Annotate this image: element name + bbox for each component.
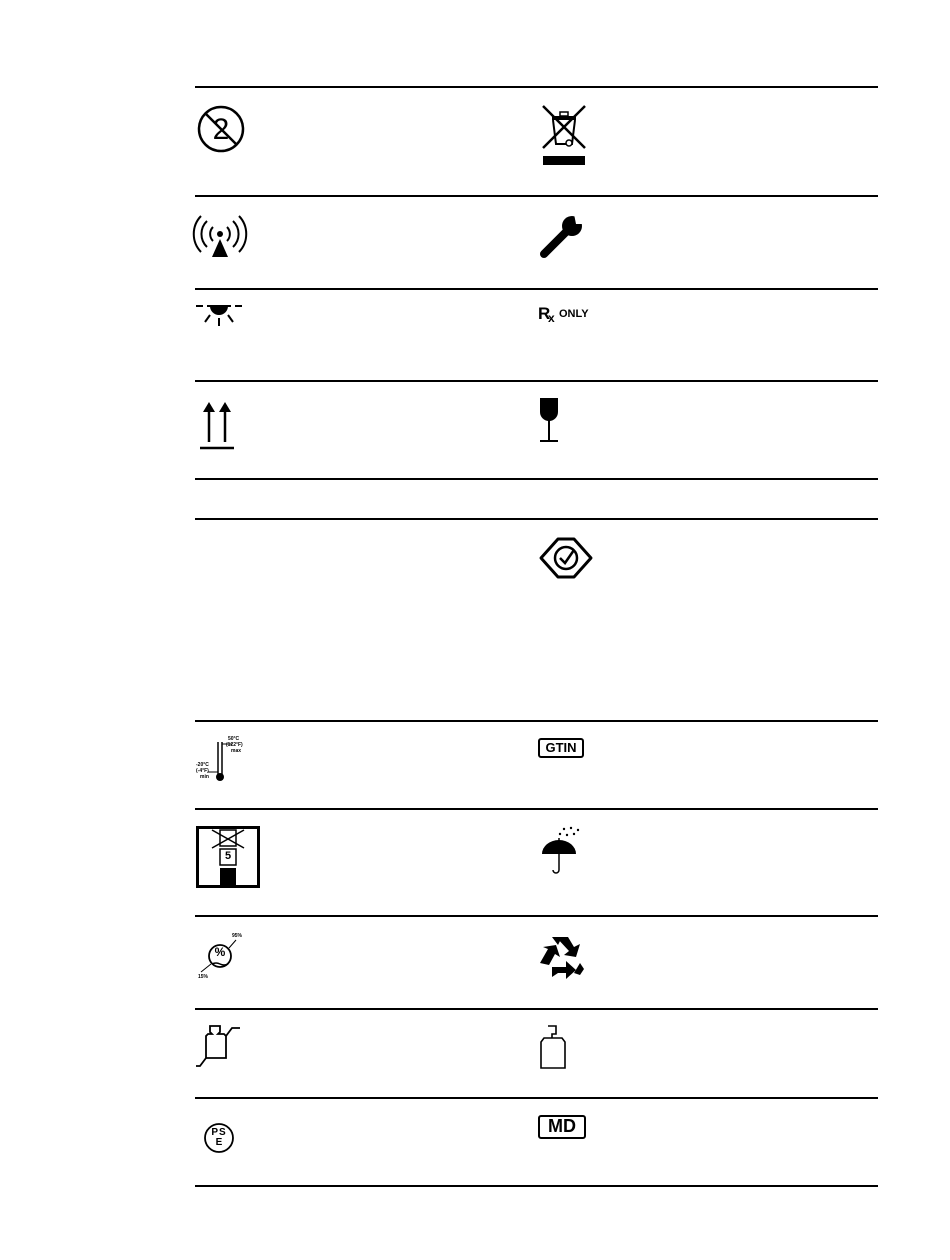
this-way-up-icon: [200, 400, 234, 450]
row-divider: [195, 478, 878, 480]
wrench-icon: [538, 212, 586, 260]
row-divider: [195, 288, 878, 290]
rx-only-icon: [538, 304, 608, 326]
min-label: min: [200, 774, 209, 780]
recycle-icon: [538, 933, 586, 979]
row-divider: [195, 518, 878, 520]
medical-device-label: MD: [538, 1115, 586, 1139]
fragile-icon: [538, 398, 560, 444]
row-divider: [195, 915, 878, 917]
min-temp-f: (-4°F): [196, 768, 209, 774]
row-divider: [195, 86, 878, 88]
max-label: max: [231, 748, 242, 754]
row-divider: [195, 1008, 878, 1010]
only-text: ONLY: [559, 308, 589, 320]
stacking-limit-number: 5: [224, 850, 232, 862]
rcm-mark-icon: [538, 536, 594, 580]
rx-letter: R: [538, 304, 551, 323]
humidity-max: 95%: [232, 933, 243, 939]
keep-dry-icon: [538, 826, 584, 876]
gross-weight-icon: [196, 1024, 240, 1070]
temperature-limit-icon: [196, 736, 246, 784]
keep-away-from-sunlight-icon: [196, 302, 242, 328]
non-ionizing-radiation-icon: [194, 215, 246, 259]
max-temp-c: 50°C: [228, 736, 240, 742]
max-temp-f: (122°F): [226, 742, 243, 748]
weee-bin-icon: [538, 104, 590, 168]
row-divider: [195, 720, 878, 722]
do-not-reuse-digit: 2: [212, 113, 230, 146]
stacking-limit-icon: [196, 826, 260, 888]
gtin-label: GTIN: [538, 738, 584, 758]
rx-subscript: x: [548, 311, 555, 325]
row-divider: [195, 1097, 878, 1099]
row-divider: [195, 808, 878, 810]
humidity-min: 15%: [198, 974, 209, 980]
min-temp-c: -20°C: [196, 762, 209, 768]
pse-bottom-text: E: [215, 1137, 223, 1148]
pse-top-text: PS: [211, 1127, 227, 1138]
pse-mark-icon: [203, 1122, 235, 1154]
row-divider: [195, 1185, 878, 1187]
do-not-reuse-icon: [196, 104, 246, 154]
net-weight-icon: [538, 1024, 568, 1070]
row-divider: [195, 380, 878, 382]
humidity-limit-icon: [196, 932, 246, 980]
humidity-percent-sign: %: [214, 945, 226, 959]
row-divider: [195, 195, 878, 197]
